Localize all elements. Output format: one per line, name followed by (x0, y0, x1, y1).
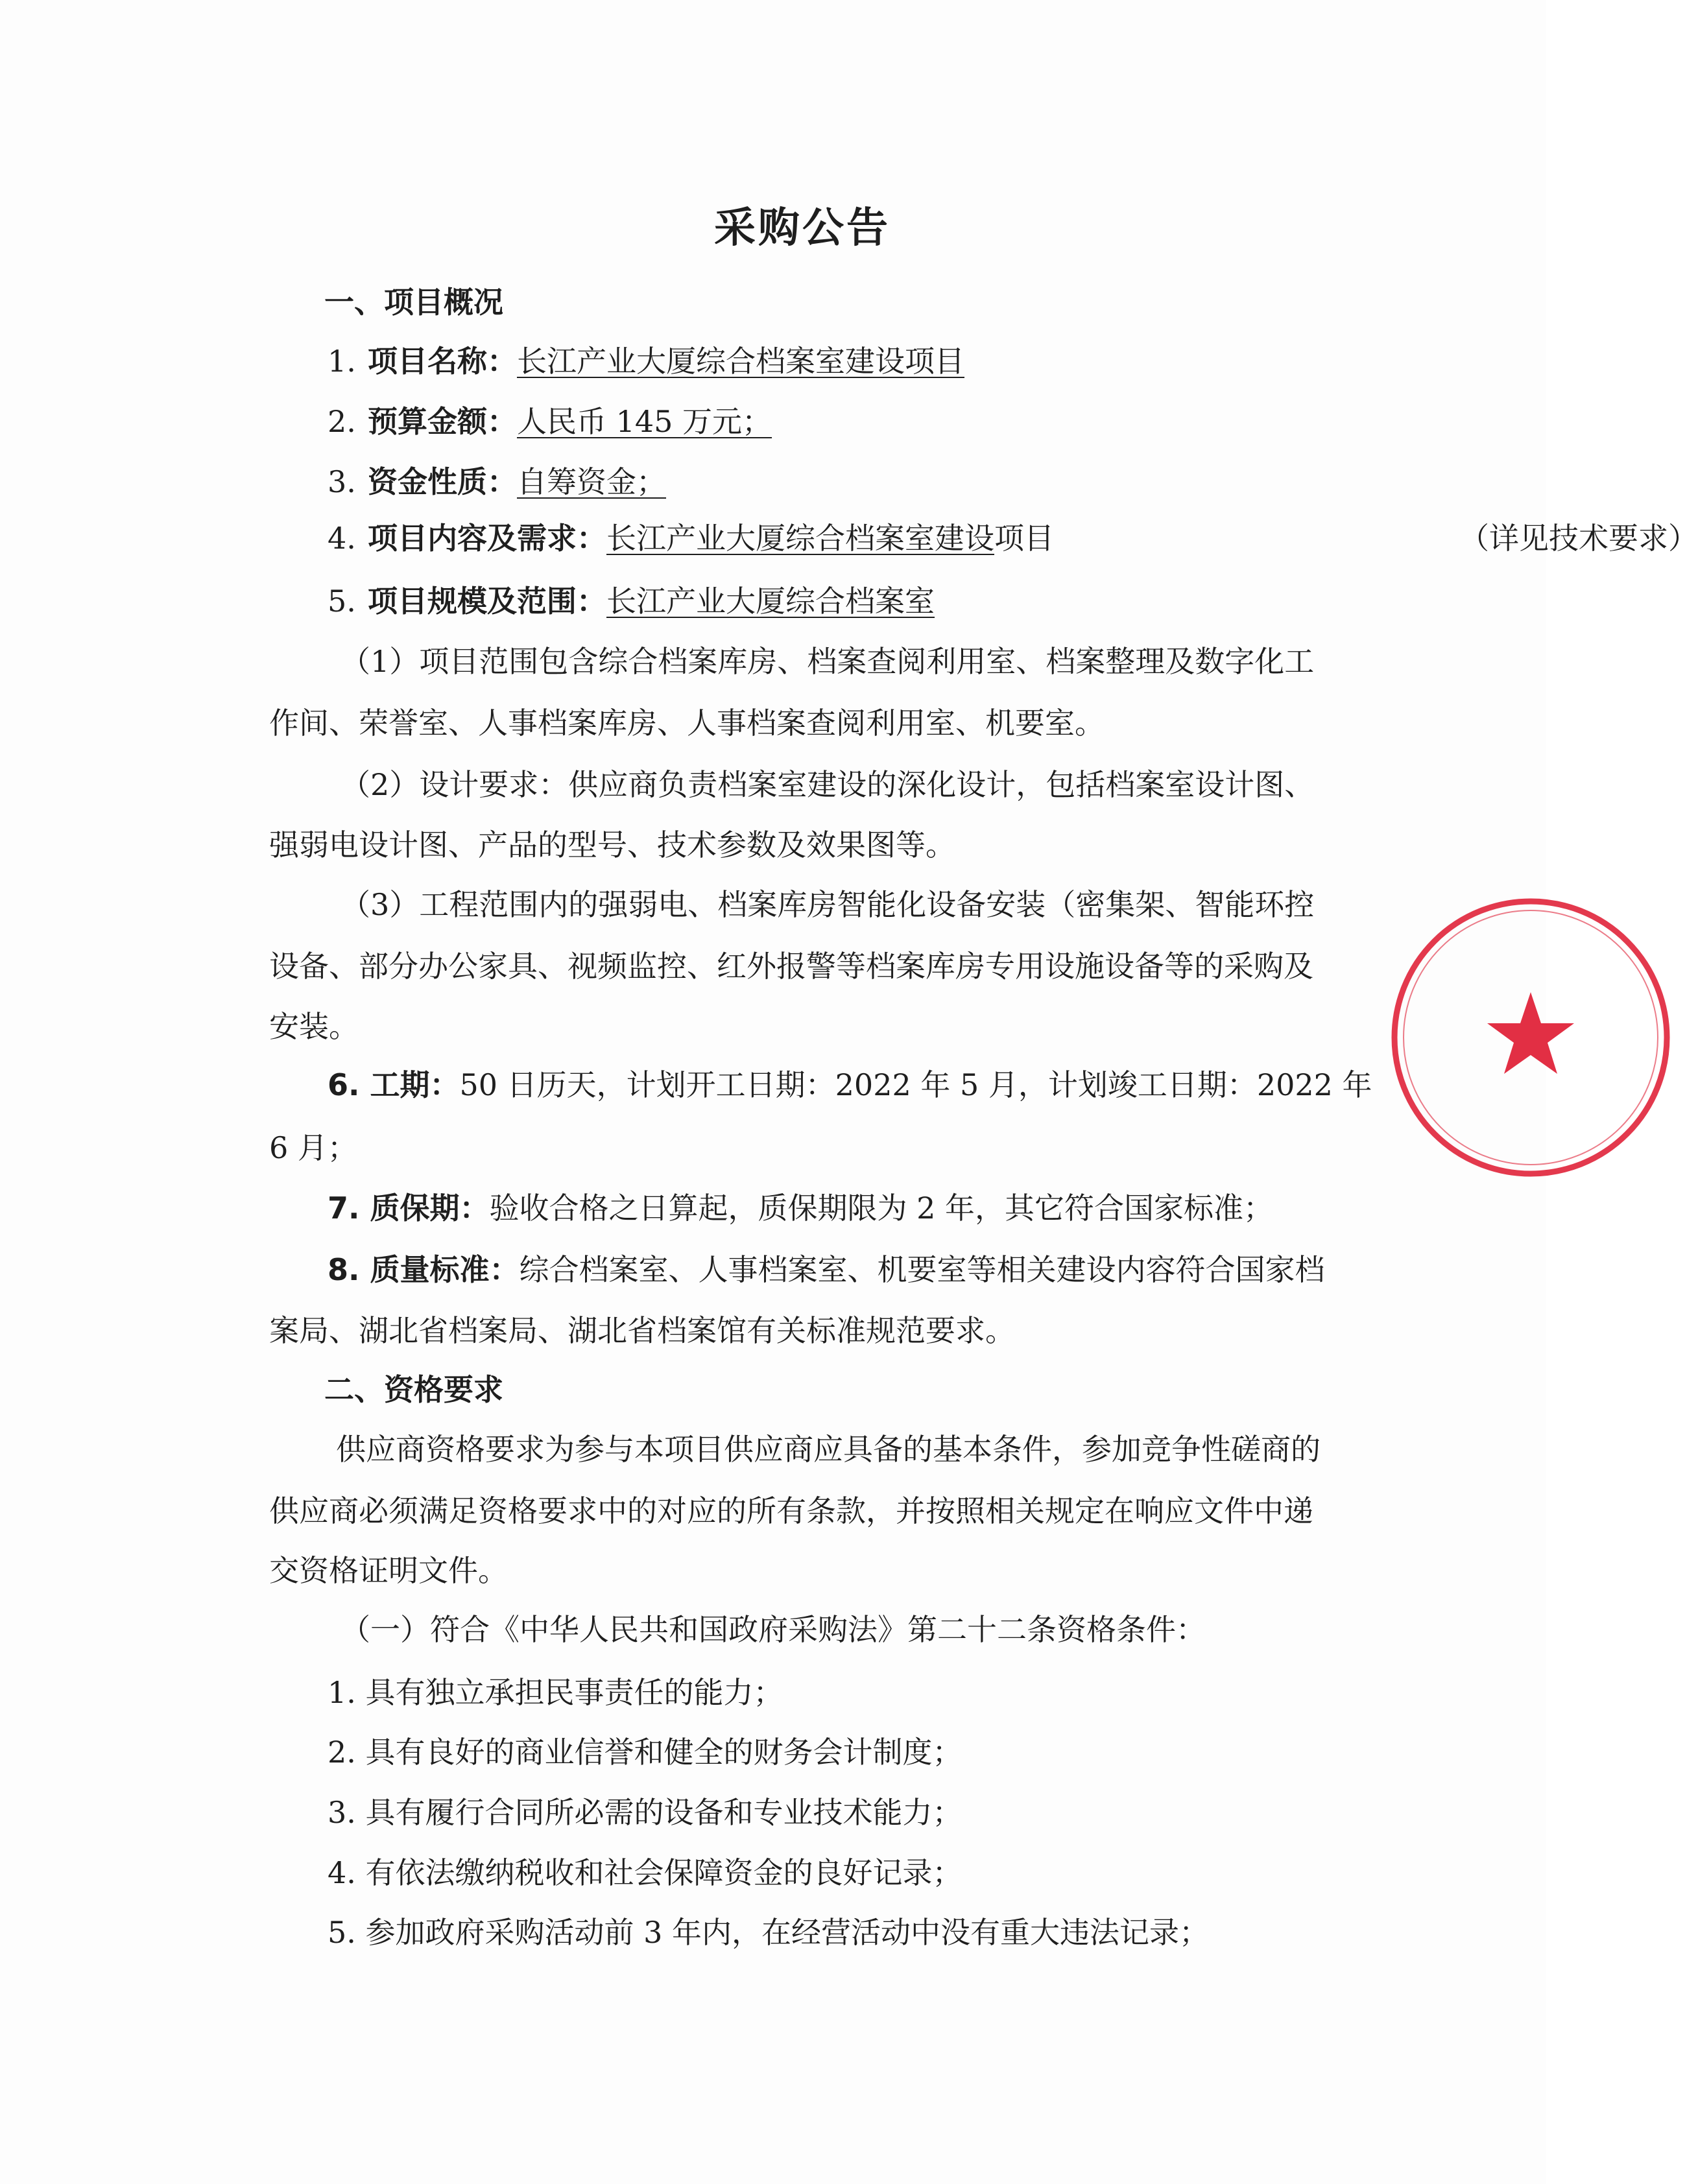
condition-item: 5. 参加政府采购活动前 3 年内，在经营活动中没有重大违法记录； (328, 1915, 1210, 1950)
item-budget (328, 402, 772, 441)
item-value: 自筹资金； (517, 464, 666, 499)
qualification-intro-line-3: 交资格证明文件。 (269, 1553, 508, 1588)
scope-paragraph-2-line-2: 强弱电设计图、产品的型号、技术参数及效果图等。 (269, 827, 955, 862)
item-fund-nature (328, 462, 666, 501)
item-label: 项目名称： (368, 344, 517, 379)
item-suffix: 项目 (994, 521, 1054, 556)
item-label: 8. 质量标准： (328, 1252, 520, 1287)
item-number: 3. (328, 464, 356, 499)
condition-item: 1. 具有独立承担民事责任的能力； (328, 1675, 783, 1710)
item-number: 2. (328, 404, 356, 439)
scope-paragraph-3-line-3: 安装。 (269, 1009, 359, 1044)
item-label: 项目内容及需求： (368, 521, 606, 556)
item-quality-line-1 (328, 1250, 1325, 1289)
official-seal-stamp (1388, 895, 1673, 1180)
item-scale-scope (328, 582, 935, 621)
item-text: 综合档案室、人事档案室、机要室等相关建设内容符合国家档 (519, 1252, 1325, 1287)
condition-item: 2. 具有良好的商业信誉和健全的财务会计制度； (328, 1735, 963, 1770)
scope-paragraph-3-line-1: （3）工程范围内的强弱电、档案库房智能化设备安装（密集架、智能环控 (341, 887, 1315, 922)
item-number: 1. (328, 344, 356, 379)
item-value: 人民币 145 万元； (517, 404, 772, 439)
item-project-name (328, 342, 964, 381)
scope-paragraph-1-line-1: （1）项目范围包含综合档案库房、档案查阅利用室、档案整理及数字化工 (341, 644, 1315, 679)
scope-paragraph-2-line-1: （2）设计要求：供应商负责档案室建设的深化设计，包括档案室设计图、 (341, 767, 1315, 802)
section-1-heading: 一、项目概况 (324, 285, 503, 320)
qualification-intro-line-2: 供应商必须满足资格要求中的对应的所有条款，并按照相关规定在响应文件中递 (269, 1493, 1313, 1528)
item-label: 6. 工期： (328, 1067, 460, 1102)
item-value: 长江产业大厦综合档案室建设 (606, 521, 994, 556)
item-number: 5. (328, 584, 356, 619)
qualification-subheading: （一）符合《中华人民共和国政府采购法》第二十二条资格条件： (341, 1612, 1206, 1647)
item-value: 长江产业大厦综合档案室建设项目 (517, 344, 964, 379)
qualification-intro-line-1: 供应商资格要求为参与本项目供应商应具备的基本条件，参加竞争性磋商的 (336, 1432, 1321, 1467)
item-text: 50 日历天，计划开工日期：2022 年 5 月，计划竣工日期：2022 年 (459, 1067, 1372, 1102)
item-number: 4. (328, 521, 356, 556)
item-duration-line-2: 6 月； (269, 1130, 357, 1165)
item-value: 长江产业大厦综合档案室 (606, 584, 935, 619)
item-text: 验收合格之日算起，质保期限为 2 年，其它符合国家标准； (489, 1191, 1274, 1226)
condition-item: 3. 具有履行合同所必需的设备和专业技术能力； (328, 1795, 963, 1830)
condition-item: 4. 有依法缴纳税收和社会保障资金的良好记录； (328, 1855, 963, 1890)
item-label: 项目规模及范围： (368, 584, 606, 619)
item-warranty (328, 1189, 1273, 1228)
scope-paragraph-3-line-2: 设备、部分办公家具、视频监控、红外报警等档案库房专用设施设备等的采购及 (269, 949, 1313, 984)
item-label: 7. 质保期： (328, 1191, 490, 1226)
item-duration-line-1 (328, 1065, 1372, 1104)
scope-paragraph-1-line-2: 作间、荣誉室、人事档案库房、人事档案查阅利用室、机要室。 (269, 706, 1105, 741)
item-content-requirements (328, 519, 1698, 558)
item-label: 资金性质： (368, 464, 517, 499)
item-label: 预算金额： (368, 404, 517, 439)
document-title: 采购公告 (714, 204, 891, 252)
item-quality-line-2: 案局、湖北省档案局、湖北省档案馆有关标准规范要求。 (269, 1313, 1015, 1348)
section-2-heading: 二、资格要求 (324, 1372, 503, 1407)
seal-star-icon (1487, 992, 1574, 1074)
item-note: （详见技术要求） (1459, 521, 1698, 556)
